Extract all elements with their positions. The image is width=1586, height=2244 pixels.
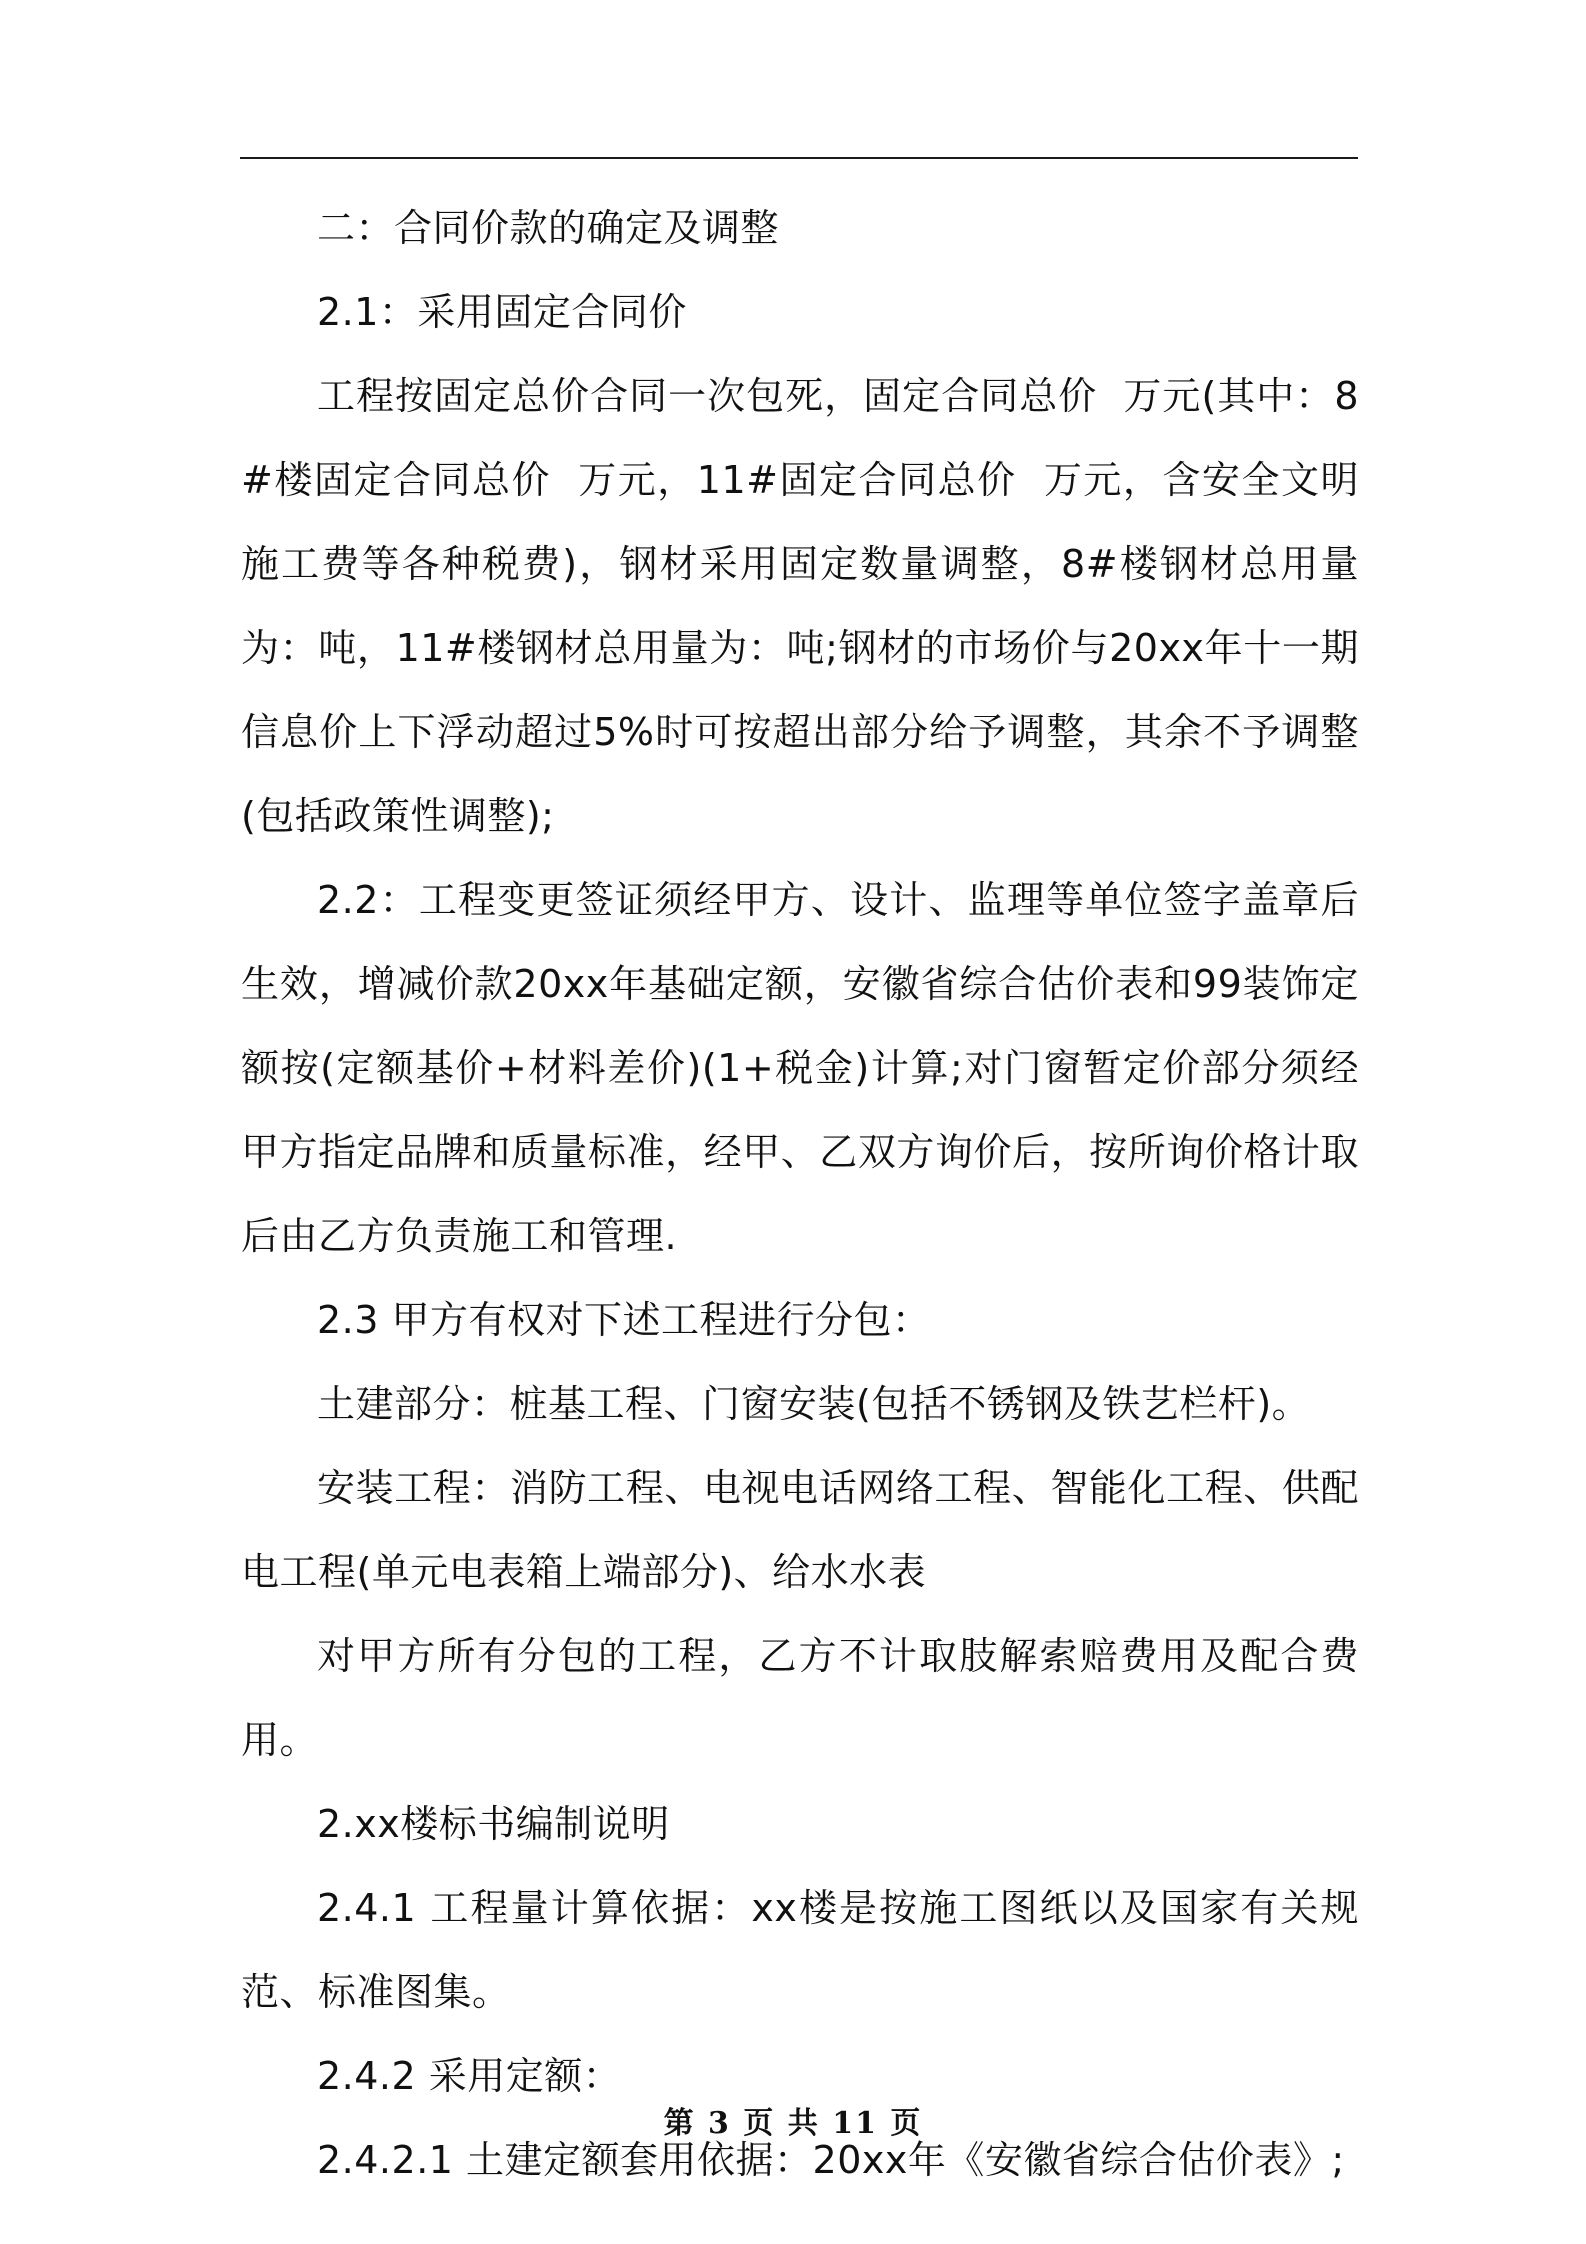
page-number-footer: 第 3 页 共 11 页 (663, 2106, 923, 2141)
clause-2-3-civil: 土建部分：桩基工程、门窗安装(包括不锈钢及铁艺栏杆)。 (317, 1382, 1311, 1426)
clause-2-1-heading: 2.1：采用固定合同价 (317, 290, 687, 334)
clause-2-3-heading: 2.3 甲方有权对下述工程进行分包： (317, 1298, 931, 1342)
section-heading: 二：合同价款的确定及调整 (317, 206, 780, 250)
clause-2-4-2-1: 2.4.2.1 土建定额套用依据：20xx年《安徽省综合估价表》; (317, 2138, 1345, 2182)
header-rule (240, 157, 1358, 159)
clause-2-2-body: 2.2：工程变更签证须经甲方、设计、监理等单位签字盖章后生效，增减价款20xx年基础定额，安徽省综合估价表和99装饰定额按(定额基价+材料差价)(1+税金)计算;对门窗暂定价部分须经甲方指定品牌和质量标准，经甲、乙双方询价后，按所询价格计取后由乙方负责施工和管理. (241, 878, 1359, 1258)
clause-2-4-2: 2.4.2 采用定额： (317, 2054, 622, 2098)
clause-2-xx-heading: 2.xx楼标书编制说明 (317, 1802, 670, 1846)
clause-2-3-installation: 安装工程：消防工程、电视电话网络工程、智能化工程、供配电工程(单元电表箱上端部分)、给水水表 (241, 1466, 1359, 1594)
clause-2-4-1: 2.4.1 工程量计算依据：xx楼是按施工图纸以及国家有关规范、标准图集。 (241, 1886, 1359, 2014)
document-body (241, 186, 1359, 2202)
clause-2-1-body: 工程按固定总价合同一次包死，固定合同总价 万元(其中：8#楼固定合同总价 万元，11#固定合同总价 万元，含安全文明施工费等各种税费)，钢材采用固定数量调整，8#楼钢材总用量为：吨，11#楼钢材总用量为：吨;钢材的市场价与20xx年十一期信息价上下浮动超过5%时可按超出部分给予调整，其余不予调整(包括政策性调整); (241, 374, 1359, 838)
clause-2-3-note: 对甲方所有分包的工程，乙方不计取肢解索赔费用及配合费用。 (241, 1634, 1359, 1762)
